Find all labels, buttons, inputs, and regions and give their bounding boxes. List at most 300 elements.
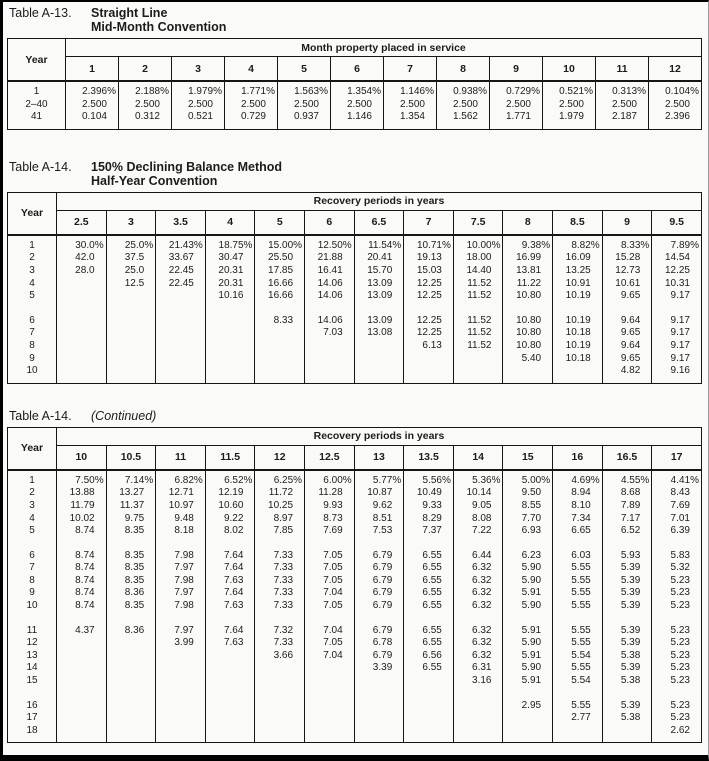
year-column-header: Year [8, 427, 57, 470]
value-cell: 15.00% [255, 235, 305, 253]
value-cell [602, 303, 652, 315]
spacer-row [8, 303, 702, 315]
value-cell [156, 675, 206, 688]
value-cell [503, 688, 553, 700]
table-title [7, 409, 702, 423]
value-cell: 10.19 [553, 315, 603, 328]
value-cell [305, 700, 355, 713]
value-cell [205, 315, 255, 328]
value-cell: 2.500 [278, 99, 331, 112]
value-cell: 11.52 [453, 327, 503, 340]
table-label: Table A-14. [9, 408, 72, 423]
value-cell: 6.39 [652, 525, 702, 538]
value-cell: 12.25 [652, 265, 702, 278]
table-row [8, 650, 702, 663]
value-cell: 6.23 [503, 550, 553, 563]
value-cell: 5.23 [652, 700, 702, 713]
table-row [8, 278, 702, 291]
column-header: 7.5 [453, 210, 503, 235]
value-cell [156, 340, 206, 353]
value-cell: 14.06 [305, 315, 355, 328]
year-cell: 10 [26, 365, 38, 377]
value-cell [404, 303, 454, 315]
value-cell [305, 613, 355, 625]
column-header: 9 [602, 210, 652, 235]
table-row [8, 470, 702, 488]
value-cell: 6.55 [404, 587, 454, 600]
value-cell: 7.89 [602, 500, 652, 513]
value-cell: 10.02 [57, 513, 107, 526]
value-cell [404, 675, 454, 688]
value-cell: 11.52 [453, 315, 503, 328]
value-cell: 7.03 [305, 327, 355, 340]
value-cell: 7.64 [205, 587, 255, 600]
table-row [8, 315, 702, 328]
table-a13-block [7, 6, 702, 130]
value-cell: 7.04 [305, 625, 355, 638]
value-cell [354, 353, 404, 366]
value-cell [255, 688, 305, 700]
value-cell: 5.77% [354, 470, 404, 488]
value-cell [106, 662, 156, 675]
value-cell: 7.33 [255, 587, 305, 600]
table-row [8, 600, 702, 613]
value-cell [305, 353, 355, 366]
spacer-row [8, 538, 702, 550]
value-cell [255, 700, 305, 713]
value-cell: 5.00% [503, 470, 553, 488]
value-cell [305, 688, 355, 700]
value-cell: 5.23 [652, 575, 702, 588]
table-row [8, 99, 702, 112]
value-cell: 5.90 [503, 637, 553, 650]
value-cell [404, 712, 454, 725]
table-row [8, 562, 702, 575]
table-name [91, 409, 156, 423]
year-cell: 2 [29, 487, 35, 499]
value-cell: 5.38 [602, 650, 652, 663]
value-cell: 7.69 [305, 525, 355, 538]
value-cell: 5.38 [602, 712, 652, 725]
value-cell: 8.82% [553, 235, 603, 253]
value-cell: 5.39 [602, 600, 652, 613]
value-cell: 5.23 [652, 675, 702, 688]
table-row [8, 340, 702, 353]
value-cell: 5.39 [602, 625, 652, 638]
value-cell: 2.500 [437, 99, 490, 112]
value-cell: 9.64 [602, 315, 652, 328]
year-cell: 4 [29, 277, 35, 289]
year-cell: 5 [29, 290, 35, 302]
value-cell: 7.70 [503, 513, 553, 526]
value-cell: 9.75 [106, 513, 156, 526]
span-header: Month property placed in service [66, 39, 702, 57]
value-cell [205, 353, 255, 366]
value-cell [156, 613, 206, 625]
value-cell: 6.55 [404, 637, 454, 650]
value-cell: 25.50 [255, 252, 305, 265]
value-cell: 12.50% [305, 235, 355, 253]
value-cell [354, 538, 404, 550]
year-cell: 15 [26, 675, 38, 687]
value-cell [354, 688, 404, 700]
column-header: 2 [119, 57, 172, 82]
value-cell: 8.74 [57, 550, 107, 563]
value-cell: 5.55 [553, 700, 603, 713]
value-cell: 10.80 [503, 290, 553, 303]
value-cell: 10.97 [156, 500, 206, 513]
year-cell: 17 [26, 712, 38, 724]
value-cell [354, 613, 404, 625]
column-header: 11 [596, 57, 649, 82]
value-cell: 5.55 [553, 662, 603, 675]
value-cell [652, 688, 702, 700]
value-cell: 6.79 [354, 587, 404, 600]
value-cell: 6.79 [354, 625, 404, 638]
value-cell: 13.27 [106, 487, 156, 500]
table-row [8, 675, 702, 688]
value-cell: 14.40 [453, 265, 503, 278]
value-cell: 7.04 [305, 587, 355, 600]
value-cell [57, 290, 107, 303]
value-cell [404, 538, 454, 550]
value-cell: 6.32 [453, 587, 503, 600]
value-cell [156, 712, 206, 725]
value-cell: 18.75% [205, 235, 255, 253]
value-cell: 5.91 [503, 675, 553, 688]
year-cell: 41 [30, 111, 43, 123]
value-cell: 8.08 [453, 513, 503, 526]
value-cell [453, 538, 503, 550]
value-cell: 7.98 [156, 550, 206, 563]
value-cell: 1.771% [225, 81, 278, 99]
value-cell: 16.66 [255, 290, 305, 303]
value-cell: 10.80 [503, 315, 553, 328]
value-cell [57, 340, 107, 353]
value-cell [305, 675, 355, 688]
value-cell: 5.39 [602, 662, 652, 675]
value-cell: 2.500 [490, 99, 543, 112]
value-cell [156, 688, 206, 700]
column-header: 10 [75, 451, 88, 464]
value-cell [404, 700, 454, 713]
value-cell: 13.08 [354, 327, 404, 340]
value-cell: 9.48 [156, 513, 206, 526]
table-row [8, 712, 702, 725]
value-cell: 5.38 [602, 675, 652, 688]
value-cell: 9.65 [602, 290, 652, 303]
value-cell: 5.23 [652, 712, 702, 725]
value-cell: 9.17 [652, 315, 702, 328]
value-cell: 8.97 [255, 513, 305, 526]
value-cell [156, 303, 206, 315]
value-cell: 1.146 [331, 111, 384, 129]
value-cell: 7.98 [156, 575, 206, 588]
value-cell [156, 290, 206, 303]
value-cell: 7.64 [205, 550, 255, 563]
column-header: 15 [503, 445, 553, 470]
value-cell: 16.99 [503, 252, 553, 265]
value-cell [453, 700, 503, 713]
value-cell [255, 353, 305, 366]
table-row [8, 327, 702, 340]
year-cell [8, 538, 57, 550]
year-cell: 7 [29, 562, 35, 574]
value-cell: 5.55 [553, 600, 603, 613]
value-cell: 7.63 [205, 600, 255, 613]
data-table-grid [7, 192, 702, 384]
value-cell: 20.31 [205, 278, 255, 291]
year-cell: 18 [26, 724, 38, 736]
value-cell: 0.104% [649, 81, 702, 99]
value-cell: 7.14% [106, 470, 156, 488]
value-cell [57, 688, 107, 700]
value-cell: 1.771 [490, 111, 543, 129]
value-cell: 7.63 [205, 575, 255, 588]
value-cell: 11.79 [57, 500, 107, 513]
value-cell [453, 688, 503, 700]
column-header: 3 [106, 210, 156, 235]
value-cell [404, 725, 454, 743]
column-header: 9 [490, 57, 543, 82]
value-cell: 9.22 [205, 513, 255, 526]
year-cell: 3 [29, 499, 35, 511]
column-header: 10.5 [106, 445, 156, 470]
value-cell: 12.5 [106, 278, 156, 291]
value-cell [57, 675, 107, 688]
value-cell [255, 712, 305, 725]
value-cell: 8.36 [106, 587, 156, 600]
value-cell: 13.09 [354, 315, 404, 328]
value-cell: 5.32 [652, 562, 702, 575]
value-cell: 9.17 [652, 353, 702, 366]
value-cell [453, 365, 503, 383]
value-cell: 7.63 [205, 637, 255, 650]
value-cell: 10.00% [453, 235, 503, 253]
value-cell: 11.22 [503, 278, 553, 291]
value-cell: 8.74 [57, 600, 107, 613]
column-header: 16.5 [602, 445, 652, 470]
value-cell: 12.25 [404, 290, 454, 303]
value-cell: 9.17 [652, 327, 702, 340]
table-row [8, 500, 702, 513]
value-cell: 7.64 [205, 625, 255, 638]
value-cell: 8.10 [553, 500, 603, 513]
column-header: 8.5 [553, 210, 603, 235]
value-cell [156, 365, 206, 383]
value-cell [57, 365, 107, 383]
value-cell: 10.49 [404, 487, 454, 500]
value-cell: 8.33% [602, 235, 652, 253]
value-cell [354, 340, 404, 353]
column-header: 8 [503, 210, 553, 235]
value-cell: 5.23 [652, 637, 702, 650]
value-cell: 9.16 [652, 365, 702, 383]
value-cell: 7.69 [652, 500, 702, 513]
value-cell [106, 365, 156, 383]
value-cell: 1.562 [437, 111, 490, 129]
value-cell: 7.32 [255, 625, 305, 638]
value-cell: 8.73 [305, 513, 355, 526]
value-cell: 4.69% [553, 470, 603, 488]
value-cell: 7.85 [255, 525, 305, 538]
value-cell: 7.97 [156, 587, 206, 600]
value-cell: 5.23 [652, 600, 702, 613]
value-cell: 6.32 [453, 637, 503, 650]
value-cell [57, 315, 107, 328]
value-cell [106, 303, 156, 315]
value-cell [205, 538, 255, 550]
year-cell: 2–40 [25, 98, 48, 110]
value-cell: 6.32 [453, 625, 503, 638]
value-cell: 6.32 [453, 600, 503, 613]
value-cell: 5.91 [503, 587, 553, 600]
value-cell: 18.00 [453, 252, 503, 265]
value-cell: 25.0% [106, 235, 156, 253]
value-cell: 5.39 [602, 562, 652, 575]
table-row [8, 513, 702, 526]
year-cell [8, 688, 57, 700]
value-cell: 6.13 [404, 340, 454, 353]
value-cell: 6.65 [553, 525, 603, 538]
value-cell: 9.17 [652, 340, 702, 353]
table-name-line: (Continued) [91, 408, 157, 423]
table-label: Table A-13. [9, 6, 72, 20]
value-cell: 2.500 [384, 99, 437, 112]
value-cell [503, 365, 553, 383]
value-cell: 8.35 [106, 525, 156, 538]
value-cell [106, 675, 156, 688]
value-cell: 12.25 [404, 315, 454, 328]
table-row [8, 587, 702, 600]
value-cell: 10.71% [404, 235, 454, 253]
value-cell: 7.98 [156, 600, 206, 613]
value-cell: 8.35 [106, 600, 156, 613]
value-cell: 10.16 [205, 290, 255, 303]
value-cell: 5.23 [652, 625, 702, 638]
year-cell: 16 [26, 699, 38, 711]
value-cell: 2.188% [119, 81, 172, 99]
value-cell [305, 303, 355, 315]
value-cell [106, 538, 156, 550]
table-row [8, 662, 702, 675]
value-cell: 30.0% [57, 235, 107, 253]
table-row [8, 111, 702, 129]
value-cell: 16.09 [553, 252, 603, 265]
value-cell: 6.55 [404, 600, 454, 613]
value-cell: 6.31 [453, 662, 503, 675]
value-cell [57, 327, 107, 340]
value-cell [652, 303, 702, 315]
value-cell: 11.37 [106, 500, 156, 513]
table-title [7, 160, 702, 188]
value-cell: 5.55 [553, 625, 603, 638]
value-cell: 8.18 [156, 525, 206, 538]
value-cell: 8.35 [106, 550, 156, 563]
span-header: Recovery periods in years [57, 427, 702, 445]
value-cell [205, 650, 255, 663]
value-cell: 9.17 [652, 290, 702, 303]
value-cell: 7.17 [602, 513, 652, 526]
value-cell [57, 725, 107, 743]
value-cell: 5.90 [503, 662, 553, 675]
column-header: 3.5 [156, 210, 206, 235]
value-cell: 0.729 [225, 111, 278, 129]
year-cell: 9 [29, 352, 35, 364]
value-cell [404, 353, 454, 366]
value-cell [205, 340, 255, 353]
value-cell: 5.55 [553, 562, 603, 575]
column-header: 4 [225, 57, 278, 82]
value-cell: 0.938% [437, 81, 490, 99]
value-cell: 2.396% [66, 81, 119, 99]
value-cell: 2.500 [331, 99, 384, 112]
value-cell [156, 353, 206, 366]
value-cell: 7.89% [652, 235, 702, 253]
value-cell [553, 688, 603, 700]
value-cell [553, 725, 603, 743]
value-cell [305, 662, 355, 675]
column-header: 1 [89, 62, 95, 75]
year-cell: 6 [29, 314, 35, 326]
value-cell: 6.79 [354, 650, 404, 663]
value-cell: 10.80 [503, 327, 553, 340]
column-header: 9.5 [652, 210, 702, 235]
value-cell: 5.90 [503, 575, 553, 588]
value-cell: 10.60 [205, 500, 255, 513]
value-cell: 0.937 [278, 111, 331, 129]
value-cell: 22.45 [156, 278, 206, 291]
value-cell: 2.77 [553, 712, 603, 725]
value-cell [205, 613, 255, 625]
value-cell [453, 353, 503, 366]
value-cell: 5.91 [503, 650, 553, 663]
value-cell [255, 340, 305, 353]
value-cell: 0.521% [543, 81, 596, 99]
year-cell: 1 [33, 86, 40, 97]
value-cell: 5.90 [503, 600, 553, 613]
value-cell: 9.64 [602, 340, 652, 353]
value-cell: 8.74 [57, 575, 107, 588]
year-cell [8, 303, 57, 315]
value-cell: 1.146% [384, 81, 437, 99]
value-cell: 5.39 [602, 587, 652, 600]
value-cell: 10.61 [602, 278, 652, 291]
value-cell [503, 712, 553, 725]
value-cell: 7.22 [453, 525, 503, 538]
value-cell: 5.93 [602, 550, 652, 563]
value-cell [205, 675, 255, 688]
value-cell [156, 662, 206, 675]
value-cell: 8.74 [57, 587, 107, 600]
table-row [8, 700, 702, 713]
value-cell: 8.33 [255, 315, 305, 328]
value-cell: 7.97 [156, 625, 206, 638]
value-cell: 6.56 [404, 650, 454, 663]
value-cell [156, 700, 206, 713]
column-header: 6.5 [354, 210, 404, 235]
column-header: 11 [156, 445, 206, 470]
value-cell: 19.13 [404, 252, 454, 265]
value-cell [255, 538, 305, 550]
value-cell [106, 290, 156, 303]
value-cell: 1.354 [384, 111, 437, 129]
value-cell [205, 725, 255, 743]
value-cell: 13.09 [354, 290, 404, 303]
year-cell: 1 [29, 239, 35, 251]
value-cell [453, 303, 503, 315]
value-cell: 20.31 [205, 265, 255, 278]
